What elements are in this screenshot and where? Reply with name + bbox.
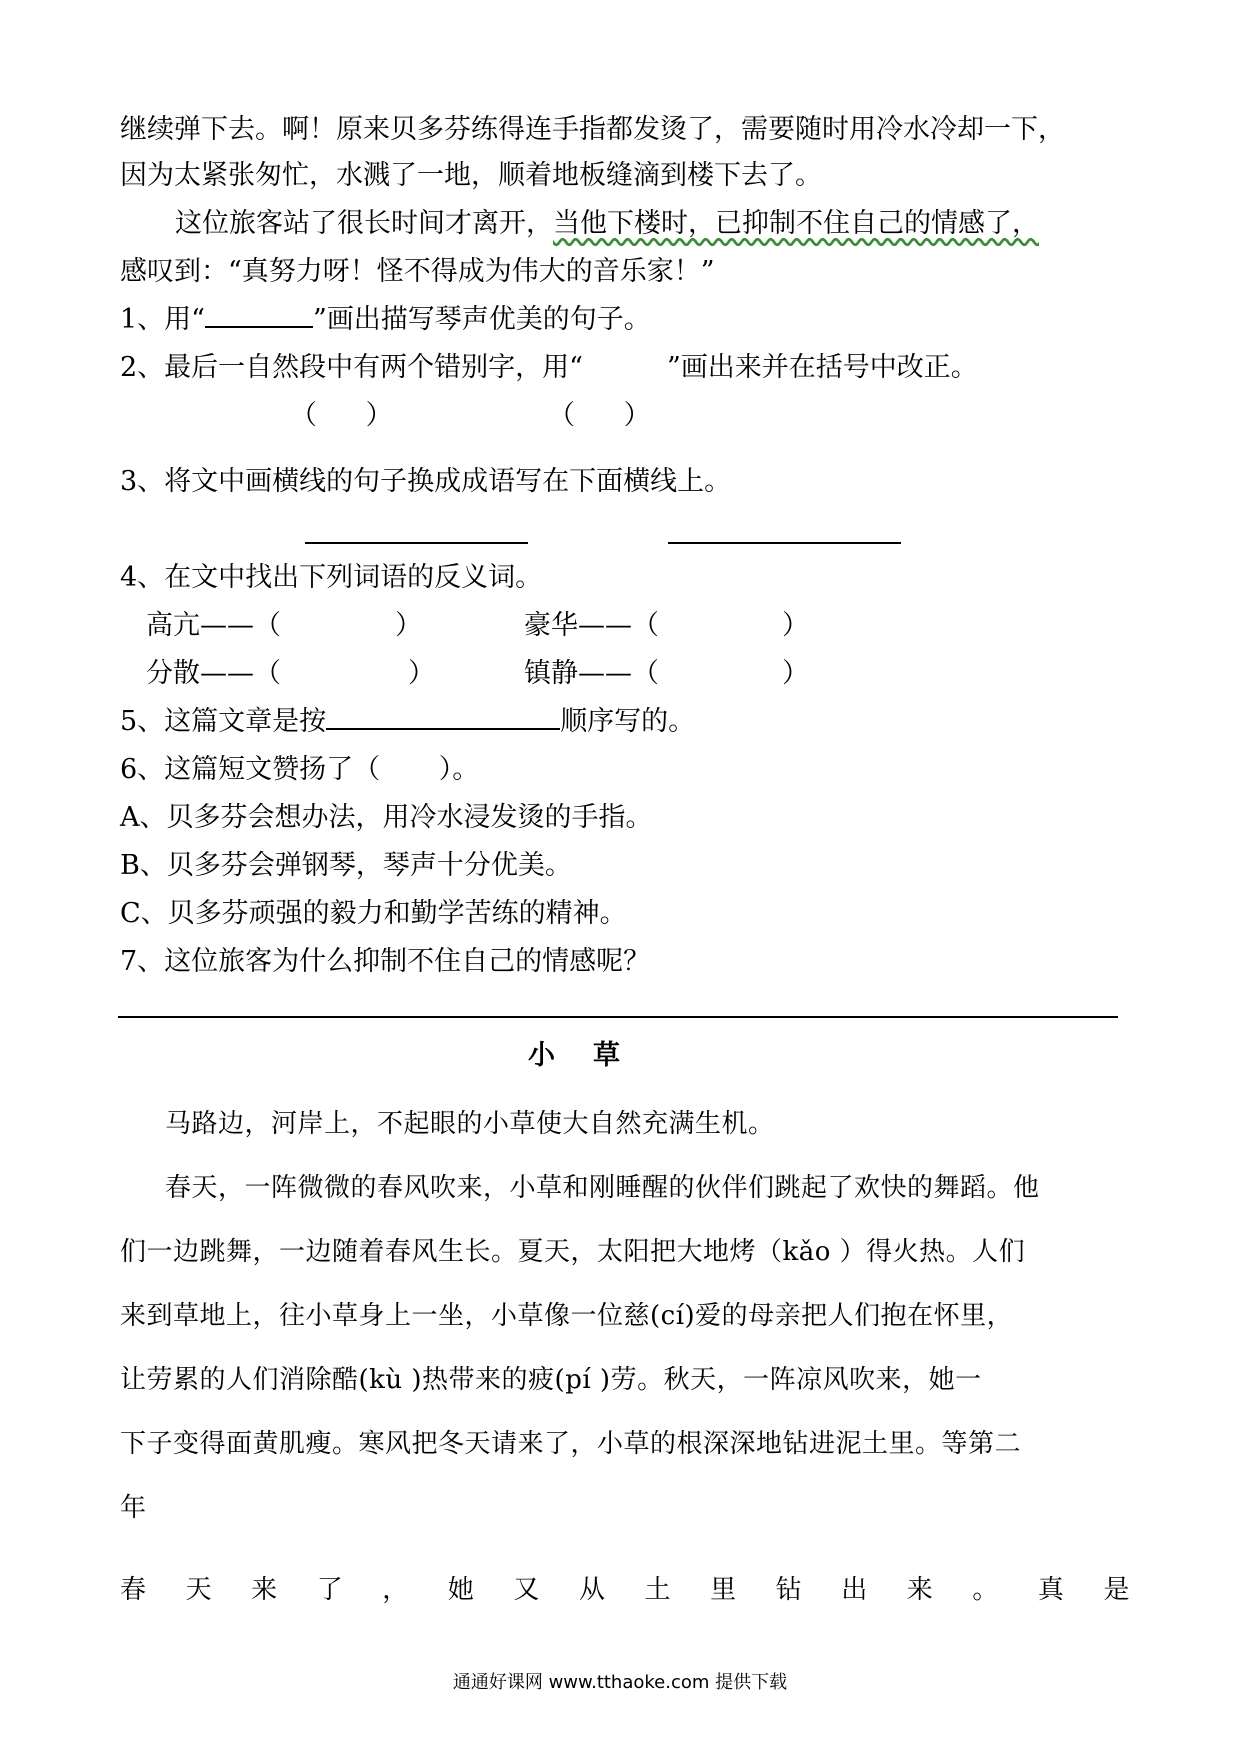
section-divider [118, 1016, 1118, 1018]
question-2 [120, 350, 978, 386]
straight-line-sample [205, 326, 313, 328]
passage1-line4: 感叹到：“真努力呀！怪不得成为伟大的音乐家！” [120, 256, 715, 287]
answer-line-2 [668, 542, 901, 544]
passage2-title: 小草 [528, 1040, 658, 1071]
passage1-line3 [175, 206, 1039, 242]
question-2-prefix: 2、最后一自然段中有两个错别字，用“ [120, 352, 583, 383]
question-2-paren-2: （ ） [548, 400, 651, 431]
option-b: B、贝多芬会弹钢琴，琴声十分优美。 [120, 850, 572, 881]
antonym-1-close: ） [395, 610, 422, 641]
passage2-line5: 让劳累的人们消除酷(kù )热带来的疲(pí )劳。秋天，一阵凉风吹来，她一 [120, 1365, 982, 1395]
passage1-line2: 因为太紧张匆忙，水溅了一地，顺着地板缝滴到楼下去了。 [120, 160, 822, 191]
question-5 [120, 704, 695, 740]
question-1-prefix: 1、用“ [120, 304, 205, 335]
wavy-underlined-sentence: 当他下楼时，已抑制不住自己的情感了， [553, 208, 1039, 239]
char: 了 [316, 1575, 344, 1605]
char: ， [382, 1575, 409, 1605]
passage2-line4: 来到草地上，往小草身上一坐，小草像一位慈(cí)爱的母亲把人们抱在怀里， [120, 1301, 1014, 1331]
char: 来 [251, 1575, 278, 1605]
passage2-line6: 下子变得面黄肌瘦。寒风把冬天请来了，小草的根深深地钻进泥土里。等第二 [120, 1429, 1022, 1459]
passage2-line1: 马路边，河岸上，不起眼的小草使大自然充满生机。 [165, 1109, 775, 1139]
char: 是 [1103, 1575, 1130, 1605]
char: 来 [906, 1575, 934, 1605]
passage2-line8 [120, 1572, 1130, 1608]
question-5-suffix: 顺序写的。 [560, 706, 696, 737]
answer-line-1 [305, 542, 528, 544]
passage2-line2: 春天，一阵微微的春风吹来，小草和刚睡醒的伙伴们跳起了欢快的舞蹈。他 [165, 1173, 1040, 1203]
question-1 [120, 302, 651, 338]
option-a: A、贝多芬会想办法，用冷水浸发烫的手指。 [120, 802, 653, 833]
char: 天 [185, 1575, 213, 1605]
antonym-3: 分散——（ [146, 658, 281, 689]
char: 从 [578, 1575, 606, 1605]
footer-text: 通通好课网 www.tthaoke.com 提供下载 [452, 1672, 788, 1693]
antonym-2: 豪华——（ [524, 610, 659, 641]
char: 她 [447, 1575, 475, 1605]
option-c: C、贝多芬顽强的毅力和勤学苦练的精神。 [120, 898, 627, 929]
passage2-line3: 们一边跳舞，一边随着春风生长。夏天，太阳把大地烤（kǎo ）得火热。人们 [120, 1237, 1026, 1267]
passage1-line1: 继续弹下去。啊！原来贝多芬练得连手指都发烫了，需要随时用冷水冷却一下， [120, 114, 1065, 145]
char: 真 [1037, 1575, 1065, 1605]
char: 里 [710, 1575, 737, 1605]
char: 出 [841, 1575, 868, 1605]
question-3: 3、将文中画横线的句子换成成语写在下面横线上。 [120, 466, 732, 497]
char: 春 [120, 1575, 147, 1605]
question-5-prefix: 5、这篇文章是按 [120, 706, 327, 737]
antonym-1: 高亢——（ [146, 610, 281, 641]
question-2-suffix: ”画出来并在括号中改正。 [666, 352, 978, 383]
question-6: 6、这篇短文赞扬了（ ）。 [120, 754, 480, 785]
antonym-3-close: ） [408, 658, 435, 689]
question-5-blank [326, 728, 560, 730]
question-7: 7、这位旅客为什么抑制不住自己的情感呢？ [120, 946, 651, 977]
char: 。 [972, 1575, 999, 1605]
char: 又 [513, 1575, 540, 1605]
char: 土 [644, 1575, 672, 1605]
passage2-line7: 年 [120, 1493, 147, 1523]
wavy-line-sample [583, 350, 667, 386]
char: 钻 [775, 1575, 803, 1605]
antonym-4: 镇静——（ [524, 658, 659, 689]
question-2-paren-1: （ ） [290, 400, 393, 431]
passage1-line3-text: 这位旅客站了很长时间才离开， [175, 208, 553, 239]
antonym-2-close: ） [782, 610, 809, 641]
antonym-4-close: ） [782, 658, 809, 689]
question-1-suffix: ”画出描写琴声优美的句子。 [312, 304, 651, 335]
question-4: 4、在文中找出下列词语的反义词。 [120, 562, 543, 593]
